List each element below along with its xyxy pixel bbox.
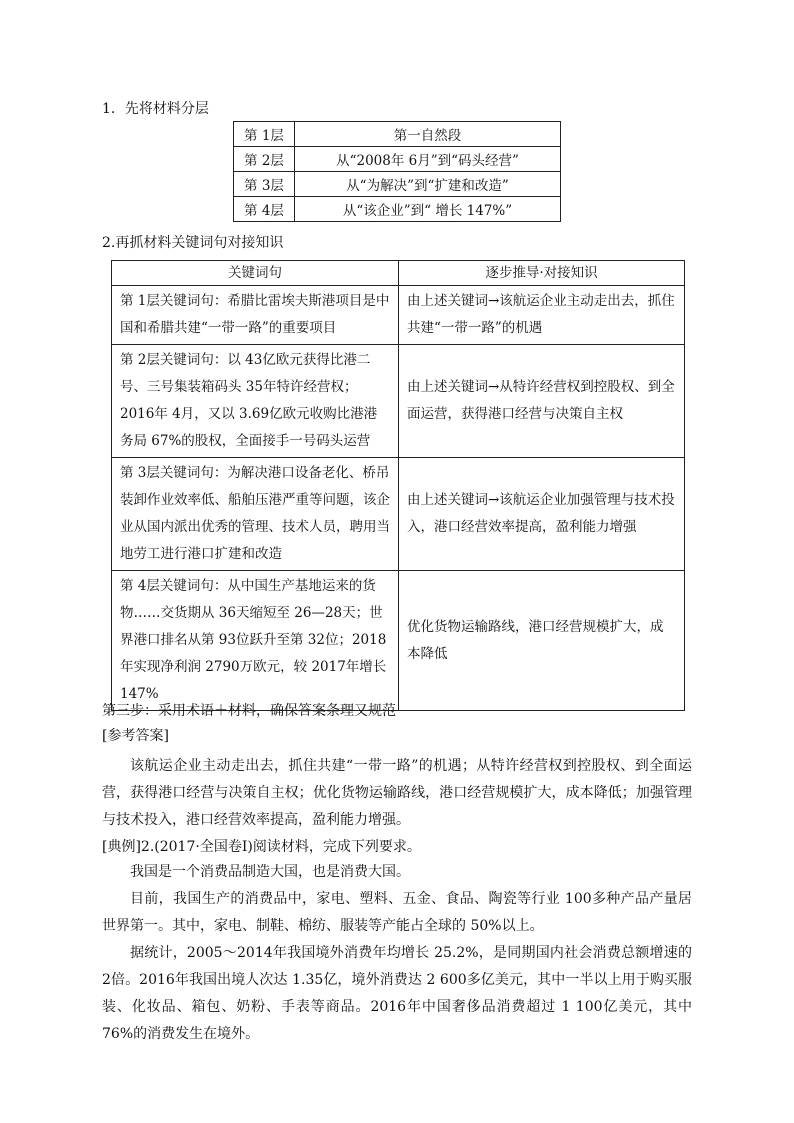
table-row: [234, 122, 561, 147]
reference-answer-label: [参考答案]: [102, 728, 169, 744]
step3-heading: 第三步：采用术语＋材料，确保答案条理又规范: [102, 703, 396, 719]
table-row: [112, 458, 685, 571]
table-row: [234, 197, 561, 222]
key-phrase-cell: 第 4层关键词句：从中国生产基地运来的货物……交货期从 36天缩短至 26—28天；世界港口排名从第 93位跃升至第 32位；2018年实现净利润 2790万欧元，较 2017年增长 147%: [112, 571, 399, 711]
range-cell: 第一自然段: [295, 122, 561, 147]
table-row: [112, 286, 685, 345]
section2-title: 2.再抓材料关键词句对接知识: [102, 235, 284, 251]
material-paragraph-1: 我国是一个消费品制造大国，也是消费大国。: [130, 864, 410, 880]
table-header-row: [112, 261, 685, 286]
layer-cell: 第 1层: [234, 122, 295, 147]
layer-cell: 第 3层: [234, 172, 295, 197]
table-row: [112, 345, 685, 458]
example-title: [典例]2.(2017·全国卷Ⅰ)阅读材料，完成下列要求。: [102, 839, 421, 855]
knowledge-table: [111, 260, 685, 711]
layer-cell: 第 2层: [234, 147, 295, 172]
column-header: 逐步推导·对接知识: [399, 261, 685, 286]
table-row: [112, 571, 685, 711]
layer-cell: 第 4层: [234, 197, 295, 222]
column-header: 关键词句: [112, 261, 399, 286]
table-row: [234, 172, 561, 197]
section1-title: 1．先将材料分层: [102, 101, 209, 117]
derivation-cell: 优化货物运输路线，港口经营规模扩大，成本降低: [399, 571, 685, 711]
material-paragraph-2: 目前，我国生产的消费品中，家电、塑料、五金、食品、陶瓷等行业 100多种产品产量居世界第一。其中，家电、制鞋、棉纺、服装等产能占全球的 50%以上。: [102, 891, 692, 934]
range-cell: 从“2008年 6月”到“码头经营”: [295, 147, 561, 172]
key-phrase-cell: 第 2层关键词句：以 43亿欧元获得比港二号、三号集装箱码头 35年特许经营权；2016年 4月，又以 3.69亿欧元收购比港港务局 67%的股权，全面接手一号码头运营: [112, 345, 399, 458]
derivation-cell: 由上述关键词→从特许经营权到控股权、到全面运营，获得港口经营与决策自主权: [399, 345, 685, 458]
derivation-cell: 由上述关键词→该航运企业主动走出去，抓住共建“一带一路”的机遇: [399, 286, 685, 345]
layers-table: [233, 121, 561, 222]
key-phrase-cell: 第 1层关键词句：希腊比雷埃夫斯港项目是中国和希腊共建“一带一路”的重要项目: [112, 286, 399, 345]
material-paragraph-3: 据统计，2005～2014年我国境外消费年均增长 25.2%，是同期国内社会消费总额增速的 2倍。2016年我国出境人次达 1.35亿，境外消费达 2 600多亿美元，其中一半以上用于购买服装、化妆品、箱包、奶粉、手表等商品。2016年中国奢侈品消费超过 1 100亿美元，其中 76%的消费发生在境外。: [102, 945, 692, 1042]
range-cell: 从“该企业”到“ 增长 147%”: [295, 197, 561, 222]
range-cell: 从“为解决”到“扩建和改造”: [295, 172, 561, 197]
key-phrase-cell: 第 3层关键词句：为解决港口设备老化、桥吊装卸作业效率低、船舶压港严重等问题，该企业从国内派出优秀的管理、技术人员，聘用当地劳工进行港口扩建和改造: [112, 458, 399, 571]
reference-answer-text: 该航运企业主动走出去，抓住共建“一带一路”的机遇；从特许经营权到控股权、到全面运营，获得港口经营与决策自主权；优化货物运输路线，港口经营规模扩大，成本降低；加强管理与技术投入，港口经营效率提高，盈利能力增强。: [102, 758, 692, 828]
derivation-cell: 由上述关键词→该航运企业加强管理与技术投入，港口经营效率提高，盈利能力增强: [399, 458, 685, 571]
table-row: [234, 147, 561, 172]
